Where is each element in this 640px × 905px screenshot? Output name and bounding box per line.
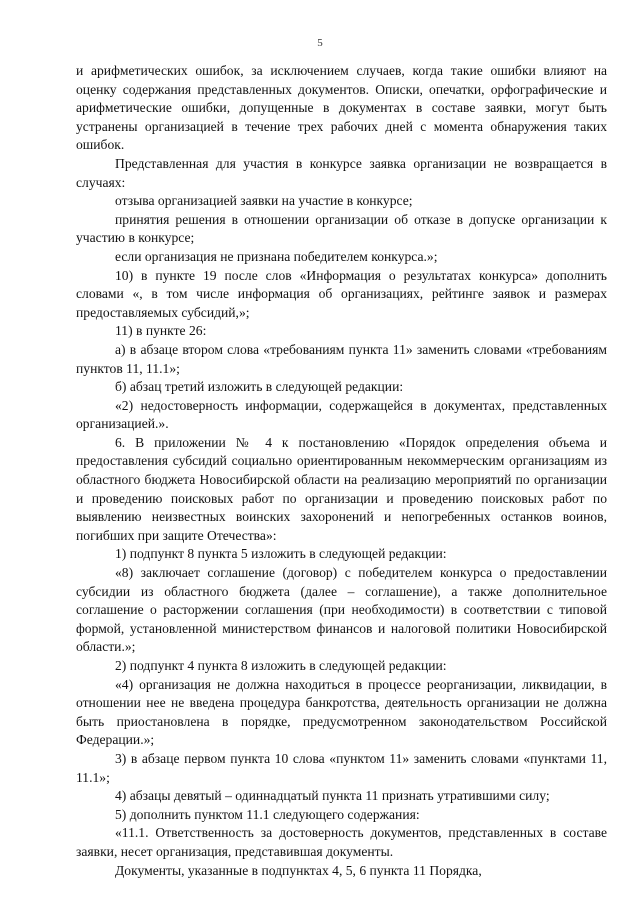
paragraph: Документы, указанные в подпунктах 4, 5, 6 пункта 11 Порядка,	[115, 862, 482, 878]
paragraph: «2) недостоверность информации, содержащейся в документах, представленных организацией.».	[76, 397, 607, 432]
paragraph: если организация не признана победителем конкурса.»;	[115, 248, 438, 264]
paragraph: отзыва организацией заявки на участие в конкурсе;	[115, 193, 413, 209]
paragraph: а) в абзаце втором слова «требованиям пункта 11» заменить словами «требованиям пунктов 11, 11.1»;	[76, 341, 607, 376]
document-body	[76, 62, 607, 880]
page-number: 5	[317, 37, 323, 49]
paragraph: 10) в пункте 19 после слов «Информация о результатах конкурса» дополнить словами «, в том числе информация об организациях, рейтинге заявок и размерах предоставляемых субсидий,»;	[76, 267, 607, 320]
paragraph: 5) дополнить пунктом 11.1 следующего содержания:	[115, 806, 420, 822]
paragraph: 3) в абзаце первом пункта 10 слова «пунктом 11» заменить словами «пунктами 11, 11.1»;	[76, 750, 607, 785]
paragraph: Представленная для участия в конкурсе заявка организации не возвращается в случаях:	[76, 155, 607, 190]
paragraph: 6. В приложении № 4 к постановлению «Порядок определения объема и предоставления субсидий социально ориентированным некоммерческим организациям из областного бюджета Новосибирской области на реализацию мероприятий по организации и проведению поисковых работ по организации и проведению поисковых работ по выявлению неизвестных воинских захоронений и непогребенных останков воинов, погибших при защите Отечества»:	[76, 434, 607, 543]
paragraph: и арифметических ошибок, за исключением случаев, когда такие ошибки влияют на оценку содержания представленных документов. Описки, опечатки, орфографические и арифметические ошибки, допущенные в документах в составе заявки, могут быть устранены организацией в течение трех рабочих дней с момента обнаружения таких ошибок.	[76, 63, 607, 153]
paragraph: 4) абзацы девятый – одиннадцатый пункта 11 признать утратившими силу;	[115, 788, 550, 804]
paragraph: 2) подпункт 4 пункта 8 изложить в следующей редакции:	[115, 658, 447, 673]
paragraph: «8) заключает соглашение (договор) с победителем конкурса о предоставлении субсидии из областного бюджета (далее – соглашение), а также дополнительное соглашение о расторжении соглашения (при необходимости) в соответствии с типовой формой, установленной министерством финансов и налоговой политики Новосибирской области.»;	[76, 565, 607, 655]
paragraph: «4) организация не должна находиться в процессе реорганизации, ликвидации, в отношении нее не введена процедура банкротства, деятельность организации не должна быть приостановлена в порядке, предусмотренном законодательством Российской Федерации.»;	[76, 676, 607, 748]
paragraph: б) абзац третий изложить в следующей редакции:	[115, 379, 404, 395]
paragraph: 1) подпункт 8 пункта 5 изложить в следующей редакции:	[115, 546, 447, 562]
paragraph: 11) в пункте 26:	[115, 323, 207, 339]
paragraph: принятия решения в отношении организации об отказе в допуске организации к участию в конкурсе;	[76, 211, 607, 246]
paragraph: «11.1. Ответственность за достоверность документов, представленных в составе заявки, несет организация, представившая документы.	[76, 825, 607, 859]
